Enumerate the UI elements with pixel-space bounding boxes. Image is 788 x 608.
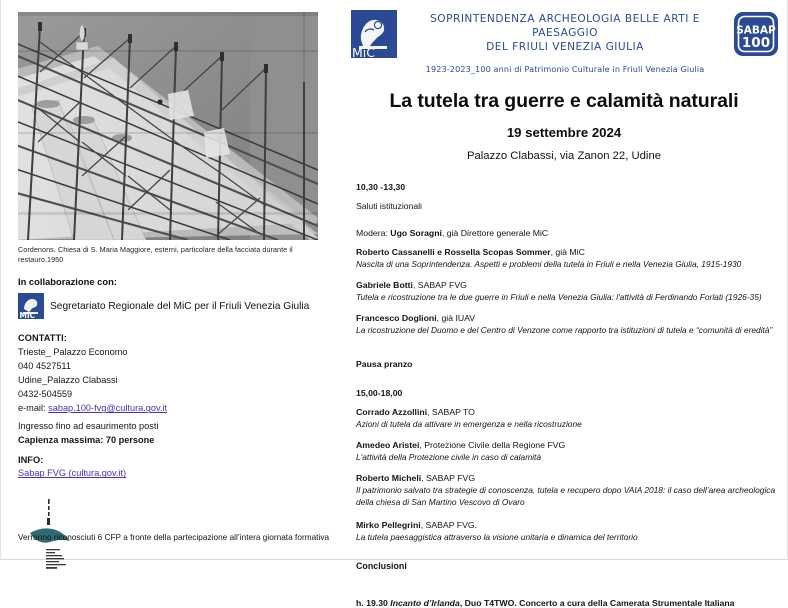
speaker-affiliation: , SABAP FVG	[421, 472, 476, 483]
talk-title: Il patrimonio salvato tra strategie di conoscenza, tutela e recupero dopo VAIA 2018: il caso dell’area archeologica della chiesa di San Martino Vescovo di Ovaro	[356, 484, 776, 507]
speaker-affiliation: , già MiC	[550, 247, 585, 257]
evening-time: h. 19.30	[356, 598, 391, 608]
collaboration-heading: In collaborazione con:	[18, 276, 117, 288]
talk-title: Azioni di tutela da attivare in emergenza e nella ricostruzione	[356, 418, 582, 429]
speaker-row	[356, 440, 777, 450]
contacts-heading: CONTATTI:	[18, 333, 67, 344]
speaker-name: Gabriele Botti	[356, 279, 413, 290]
event-date: 19 settembre 2024	[506, 125, 622, 140]
svg-text:MiC: MiC	[352, 45, 375, 58]
speaker-affiliation: , Protezione Civile della Regione FVG	[419, 439, 566, 450]
talk-title: L'attività della Protezione civile in caso di calamità	[356, 451, 542, 462]
speaker-name: Mirko Pellegrini	[356, 520, 421, 531]
moderator-prefix: Modera:	[356, 228, 391, 238]
speaker-affiliation: , SABAP FVG.	[420, 520, 478, 531]
moderator-name: Ugo Soragni	[390, 228, 442, 238]
speaker-affiliation: , SABAP FVG	[412, 279, 467, 290]
info-heading: INFO:	[18, 455, 44, 466]
organization-line-2: DEL FRIULI VENEZIA GIULIA	[486, 40, 644, 53]
speaker-name: Corrado Azzollini	[356, 406, 428, 417]
church-facade-scaffolding-photo	[18, 12, 318, 240]
svg-text:100: 100	[741, 35, 771, 51]
evening-title: Incanto d’Irlanda	[390, 598, 460, 608]
talk-title: La tutela paesaggistica attraverso la visione unitaria e dinamica del territorio	[356, 532, 638, 543]
masthead	[347, 8, 781, 74]
left-column	[1, 0, 341, 560]
talk-title: Nascita di una Soprintendenza. Aspetti e problemi della tutela in Friuli e nella Venezia Giulia, 1915-1930	[356, 259, 742, 269]
speaker-row	[356, 313, 777, 323]
speaker-affiliation: , SABAP TO	[427, 406, 475, 417]
email-link[interactable]: sabap.100-fvg@cultura.gov.it	[48, 403, 168, 414]
morning-session-time: 10,30 -13,30	[356, 182, 406, 192]
speaker-row	[356, 473, 777, 483]
program-list	[347, 182, 781, 608]
speaker-name: Roberto Micheli	[356, 472, 422, 483]
entry-note: Ingresso fino ad esaurimento posti	[18, 421, 159, 432]
evening-concert-row	[356, 598, 777, 608]
photo-graphic	[18, 12, 318, 240]
speaker-row	[356, 520, 777, 530]
info-link[interactable]: Sabap FVG (cultura.gov.it)	[18, 468, 127, 479]
sabap-100-logo	[733, 11, 779, 57]
anniversary-line: 1923-2023_100 anni di Patrimonio Culturale in Friuli Venezia Giulia	[425, 63, 705, 74]
speaker-name: Amedeo Aristei	[356, 439, 420, 450]
speaker-row	[356, 247, 777, 257]
speaker-affiliation: , già IUAV	[436, 312, 476, 323]
masthead-text	[397, 8, 733, 74]
speaker-name: Roberto Cassanelli e Rossella Scopas Sommer	[356, 247, 551, 257]
email-label: e-mail:	[18, 403, 49, 414]
photo-caption: Cordenons. Chiesa di S. Maria Maggiore, esterni, particolare della facciata durante il restauro.1950	[18, 245, 293, 264]
event-title: La tutela tra guerre e calamità naturali	[389, 90, 739, 112]
speaker-name: Francesco Doglioni	[356, 312, 437, 323]
speaker-row	[356, 280, 777, 290]
cfp-credits-note: Verranno riconosciuti 6 CFP a fronte della partecipazione all’intera giornata formativa	[18, 533, 330, 542]
contact-line: 0432-504559	[18, 389, 73, 400]
contact-line: Trieste_ Palazzo Economo	[18, 347, 128, 358]
evening-description: , Duo T4TWO. Concerto a cura della Camerata Strumentale Italiana	[459, 598, 735, 608]
sabap-logo-graphic	[733, 11, 779, 57]
contact-line: 040 4527511	[18, 361, 71, 372]
talk-title: La ricostruzione del Duomo e del Centro di Venzone come rapporto tra istituzioni di tutela e “comunità di eredità”	[356, 324, 773, 335]
info-link-row	[18, 467, 331, 481]
mic-ministry-logo	[351, 10, 397, 58]
moderator-affiliation: , già Direttore generale MiC	[441, 228, 549, 238]
organization-line-1: SOPRINTENDENZA ARCHEOLOGIA BELLE ARTI E PAESAGGIO	[430, 13, 700, 39]
lunch-break: Pausa pranzo	[356, 358, 413, 369]
collaboration-partner-label: Segretariato Regionale del MiC per il Friuli Venezia Giulia	[50, 300, 310, 312]
capacity-note: Capienza massima: 70 persone	[18, 435, 155, 446]
mic-logo-graphic	[351, 10, 397, 58]
moderator-row	[356, 228, 777, 238]
svg-text:MiC: MiC	[19, 311, 36, 320]
conclusions: Conclusioni	[356, 561, 407, 572]
svg-text:SABAP: SABAP	[736, 24, 776, 37]
collaboration-row	[18, 293, 331, 319]
institutional-greetings: Saluti istituzionali	[356, 201, 422, 211]
contacts-block	[18, 332, 331, 481]
contact-line: Udine_Palazzo Clabassi	[18, 375, 118, 386]
email-line	[18, 402, 331, 416]
mic-small-graphic	[18, 293, 44, 319]
right-column	[341, 0, 788, 608]
talk-title: Tutela e ricostruzione tra le due guerre in Friuli e nella Venezia Giulia: l'attività di Ferdinando Forlati (1926-35)	[356, 291, 762, 302]
afternoon-session-time: 15,00-18,00	[356, 387, 403, 398]
mic-ministry-logo-small	[18, 293, 44, 319]
event-venue: Palazzo Clabassi, via Zanon 22, Udine	[466, 150, 662, 162]
speaker-row	[356, 407, 777, 417]
